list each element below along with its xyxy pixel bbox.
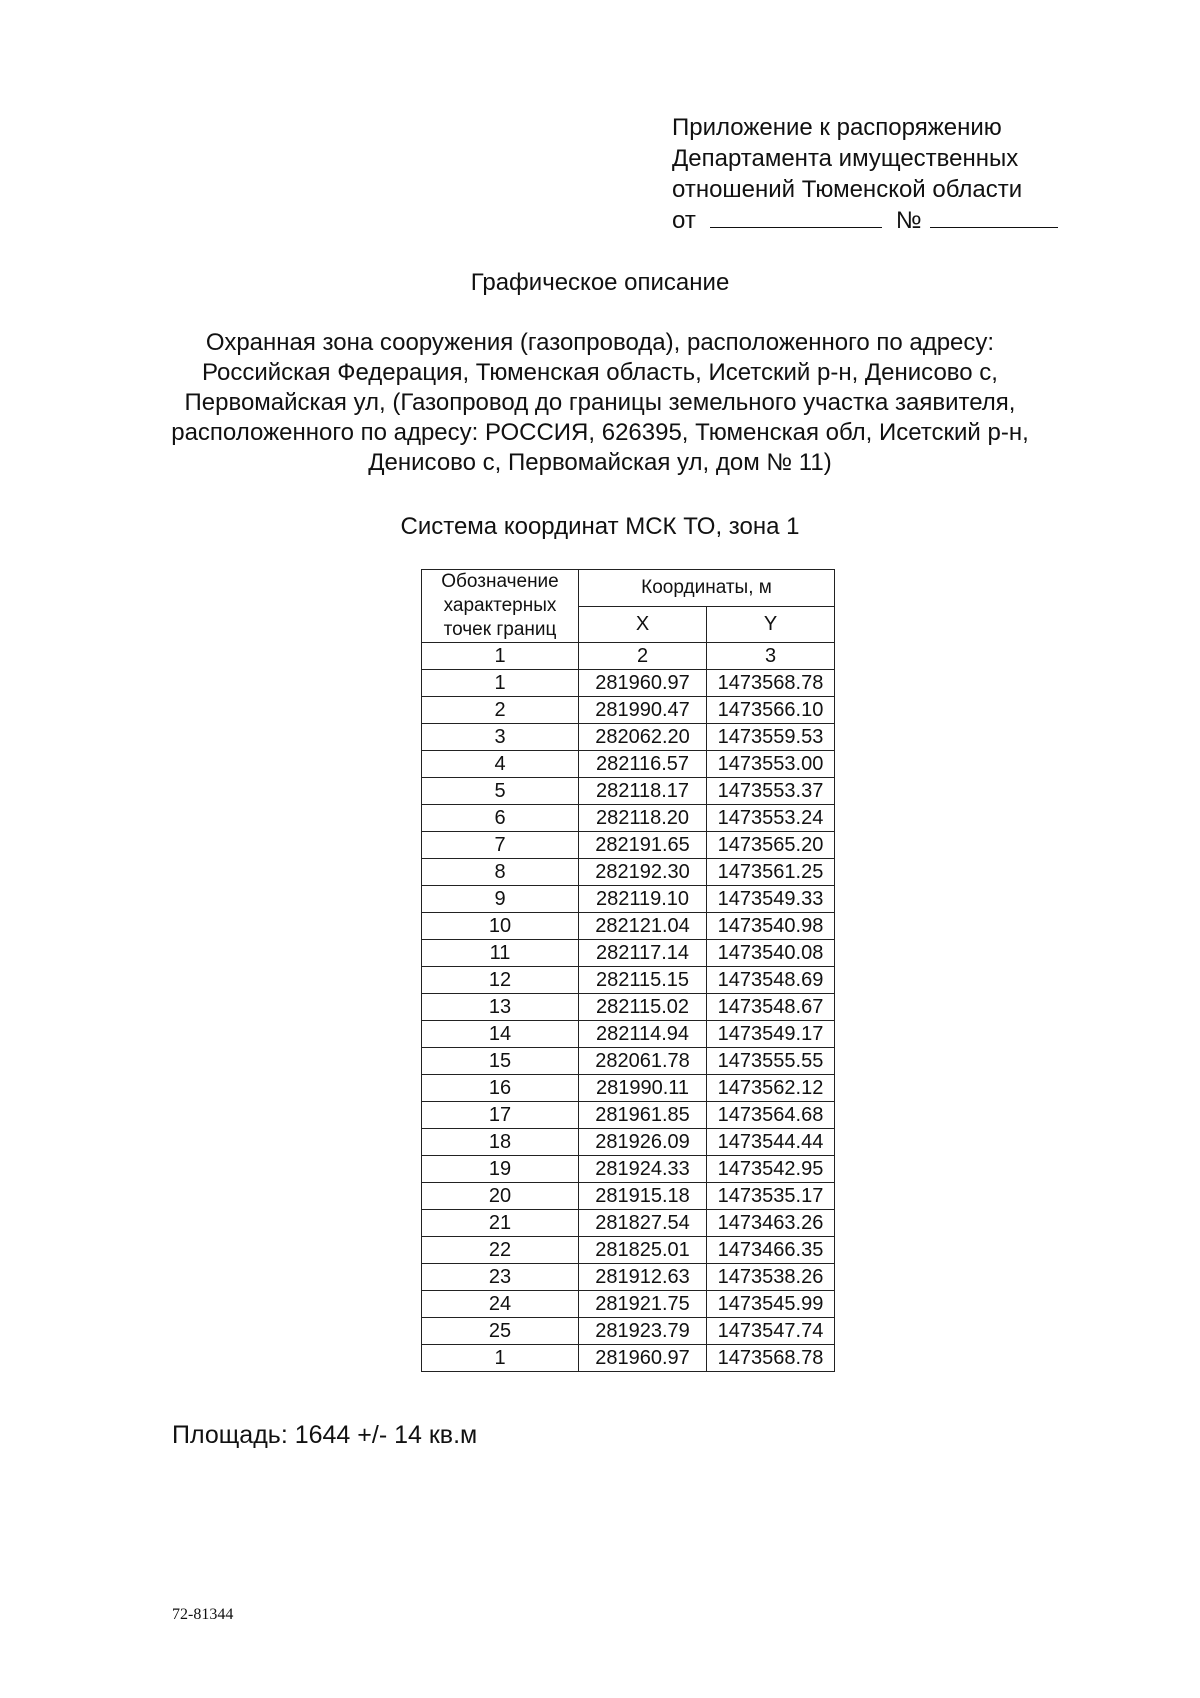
y-cell: 1473553.37 (707, 778, 835, 805)
header-points-line-3: точек границ (443, 619, 557, 640)
point-cell: 20 (422, 1183, 579, 1210)
column-number: 2 (579, 643, 707, 670)
x-cell: 282116.57 (579, 751, 707, 778)
table-row (422, 1291, 835, 1318)
y-cell: 1473466.35 (707, 1237, 835, 1264)
number-label: № (895, 207, 922, 234)
point-cell: 8 (422, 859, 579, 886)
approval-line-2: Департамента имущественных (672, 145, 1019, 172)
x-cell: 281923.79 (579, 1318, 707, 1345)
point-cell: 18 (422, 1129, 579, 1156)
description-line-1: Охранная зона сооружения (газопровода), расположенного по адресу: (205, 329, 995, 356)
x-cell: 282061.78 (579, 1048, 707, 1075)
table-row (422, 1048, 835, 1075)
document-title: Графическое описание (470, 269, 730, 296)
y-cell: 1473542.95 (707, 1156, 835, 1183)
point-cell: 3 (422, 724, 579, 751)
x-cell: 282192.30 (579, 859, 707, 886)
description-line-2: Российская Федерация, Тюменская область, Исетский р-н, Денисово с, (202, 359, 998, 386)
column-number: 1 (422, 643, 579, 670)
point-cell: 7 (422, 832, 579, 859)
point-cell: 2 (422, 697, 579, 724)
table-row (422, 994, 835, 1021)
table-row (422, 1345, 835, 1372)
header-y: Y (707, 606, 835, 643)
coordinate-system-label: Система координат МСК ТО, зона 1 (400, 513, 800, 540)
y-cell: 1473463.26 (707, 1210, 835, 1237)
description-line-5: Денисово с, Первомайская ул, дом № 11) (368, 449, 832, 476)
table-row (422, 1318, 835, 1345)
x-cell: 282062.20 (579, 724, 707, 751)
y-cell: 1473555.55 (707, 1048, 835, 1075)
point-cell: 24 (422, 1291, 579, 1318)
point-cell: 16 (422, 1075, 579, 1102)
header-points-line-1: Обозначение (441, 571, 559, 592)
point-cell: 4 (422, 751, 579, 778)
header-coordinates: Координаты, м (579, 570, 835, 607)
x-cell: 282114.94 (579, 1021, 707, 1048)
x-cell: 281926.09 (579, 1129, 707, 1156)
table-row (422, 724, 835, 751)
table-row (422, 1156, 835, 1183)
y-cell: 1473547.74 (707, 1318, 835, 1345)
x-cell: 281990.11 (579, 1075, 707, 1102)
table-row (422, 859, 835, 886)
y-cell: 1473538.26 (707, 1264, 835, 1291)
x-cell: 282115.02 (579, 994, 707, 1021)
x-cell: 282119.10 (579, 886, 707, 913)
y-cell: 1473568.78 (707, 1345, 835, 1372)
x-cell: 281961.85 (579, 1102, 707, 1129)
y-cell: 1473545.99 (707, 1291, 835, 1318)
table-row (422, 832, 835, 859)
document-number: 72-81344 (172, 1606, 234, 1623)
y-cell: 1473549.17 (707, 1021, 835, 1048)
table-row (422, 1075, 835, 1102)
table-row (422, 778, 835, 805)
point-cell: 14 (422, 1021, 579, 1048)
coordinates-table-body (422, 670, 835, 1372)
y-cell: 1473565.20 (707, 832, 835, 859)
table-row (422, 751, 835, 778)
y-cell: 1473535.17 (707, 1183, 835, 1210)
table-row (422, 1129, 835, 1156)
table-row (422, 1210, 835, 1237)
y-cell: 1473562.12 (707, 1075, 835, 1102)
table-row (422, 886, 835, 913)
x-cell: 282115.15 (579, 967, 707, 994)
y-cell: 1473548.69 (707, 967, 835, 994)
table-row (422, 1183, 835, 1210)
x-cell: 282117.14 (579, 940, 707, 967)
point-cell: 1 (422, 1345, 579, 1372)
point-cell: 17 (422, 1102, 579, 1129)
description-line-4: расположенного по адресу: РОССИЯ, 626395, Тюменская обл, Исетский р-н, (171, 419, 1029, 446)
x-cell: 282118.17 (579, 778, 707, 805)
x-cell: 282121.04 (579, 913, 707, 940)
x-cell: 281924.33 (579, 1156, 707, 1183)
point-cell: 15 (422, 1048, 579, 1075)
point-cell: 25 (422, 1318, 579, 1345)
x-cell: 281921.75 (579, 1291, 707, 1318)
y-cell: 1473553.00 (707, 751, 835, 778)
table-row (422, 1264, 835, 1291)
y-cell: 1473540.98 (707, 913, 835, 940)
description-line-3: Первомайская ул, (Газопровод до границы земельного участка заявителя, (184, 389, 1016, 416)
y-cell: 1473548.67 (707, 994, 835, 1021)
number-blank (930, 207, 1058, 228)
y-cell: 1473561.25 (707, 859, 835, 886)
header-points (422, 570, 579, 643)
x-cell: 281827.54 (579, 1210, 707, 1237)
table-row (422, 1102, 835, 1129)
header-x: X (579, 606, 707, 643)
point-cell: 21 (422, 1210, 579, 1237)
point-cell: 11 (422, 940, 579, 967)
point-cell: 23 (422, 1264, 579, 1291)
approval-date-number-line (672, 205, 1092, 236)
from-label: от (672, 207, 696, 234)
y-cell: 1473566.10 (707, 697, 835, 724)
y-cell: 1473549.33 (707, 886, 835, 913)
header-points-line-2: характерных (443, 595, 557, 616)
table-row (422, 940, 835, 967)
y-cell: 1473553.24 (707, 805, 835, 832)
column-number: 3 (707, 643, 835, 670)
x-cell: 281960.97 (579, 1345, 707, 1372)
object-description (150, 328, 1050, 478)
x-cell: 282191.65 (579, 832, 707, 859)
point-cell: 9 (422, 886, 579, 913)
x-cell: 281912.63 (579, 1264, 707, 1291)
area-label: Площадь: 1644 +/- 14 кв.м (172, 1421, 478, 1449)
x-cell: 281825.01 (579, 1237, 707, 1264)
point-cell: 10 (422, 913, 579, 940)
table-row (422, 967, 835, 994)
table-row (422, 1021, 835, 1048)
table-row (422, 1237, 835, 1264)
point-cell: 22 (422, 1237, 579, 1264)
point-cell: 6 (422, 805, 579, 832)
x-cell: 282118.20 (579, 805, 707, 832)
x-cell: 281915.18 (579, 1183, 707, 1210)
table-row (422, 805, 835, 832)
point-cell: 1 (422, 670, 579, 697)
point-cell: 13 (422, 994, 579, 1021)
y-cell: 1473564.68 (707, 1102, 835, 1129)
x-cell: 281990.47 (579, 697, 707, 724)
date-blank (710, 207, 882, 228)
y-cell: 1473559.53 (707, 724, 835, 751)
approval-block (672, 112, 1092, 236)
point-cell: 12 (422, 967, 579, 994)
approval-line-3: отношений Тюменской области (672, 176, 1023, 203)
x-cell: 281960.97 (579, 670, 707, 697)
coordinates-table (421, 569, 835, 1372)
table-row (422, 697, 835, 724)
y-cell: 1473540.08 (707, 940, 835, 967)
point-cell: 19 (422, 1156, 579, 1183)
approval-line-1: Приложение к распоряжению (672, 114, 1002, 141)
y-cell: 1473544.44 (707, 1129, 835, 1156)
point-cell: 5 (422, 778, 579, 805)
table-row (422, 913, 835, 940)
table-row (422, 670, 835, 697)
y-cell: 1473568.78 (707, 670, 835, 697)
